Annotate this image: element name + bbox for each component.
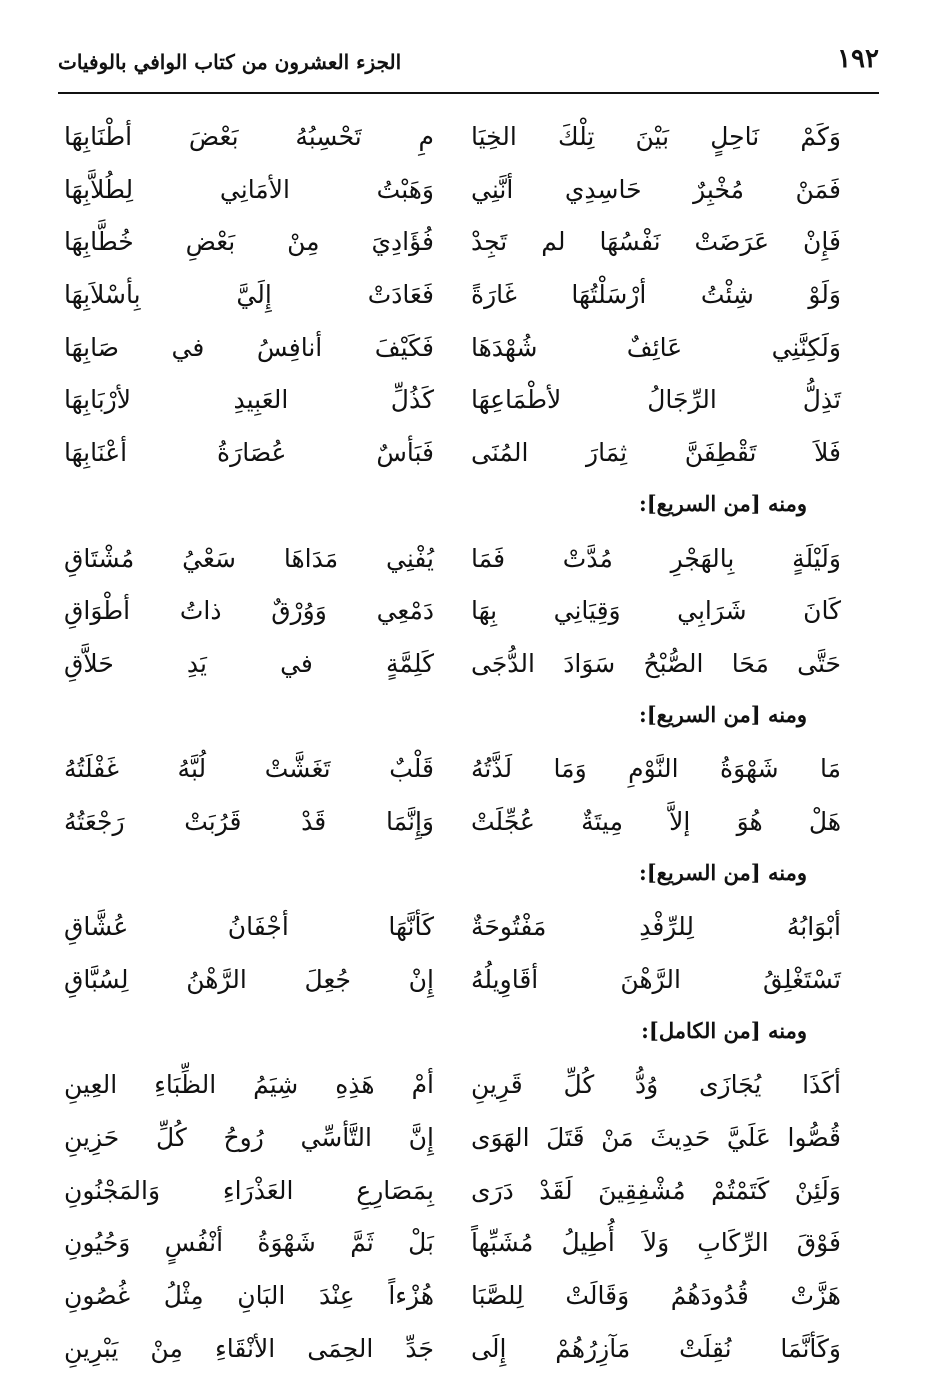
second-hemistich: بِمَصَارِعِ العَذْرَاءِ وَالمَجْنُونِ — [64, 1175, 434, 1205]
meter-heading: ومنه [من السريع]: — [638, 701, 807, 727]
second-hemistich: فَبَأسٌ عُصَارَةُ أعْنَابِهَا — [64, 438, 434, 468]
verse-line — [58, 955, 879, 1008]
second-hemistich: مِ تَحْسِبُهُ بَعْضَ أطْنَابِهَا — [64, 122, 434, 151]
second-hemistich: فَكَيْفَ أنافِسُ في صَابِهَا — [64, 332, 434, 362]
meter-heading: ومنه [من الكامل]: — [641, 1017, 807, 1043]
verse-line — [58, 323, 879, 376]
first-hemistich: فَلاَ تَقْطِفَنَّ ثِمَارَ المُنَى — [471, 438, 841, 468]
meter-heading: ومنه [من السريع]: — [638, 859, 807, 885]
verse-line — [58, 744, 879, 797]
second-hemistich: كَلِمَّةٍ في يَدِ حَلاَّقِ — [64, 648, 434, 678]
verse-line — [58, 1218, 879, 1271]
second-hemistich: وَإِنَّمَا قَدْ قَرُبَتْ رَجْعَتُهُ — [64, 806, 434, 836]
verse-line — [58, 375, 879, 428]
second-hemistich: يُفْنِي مَدَاهَا سَعْيُ مُشْتَاقِ — [64, 543, 434, 573]
first-hemistich: حَتَّى مَحَا الصُّبْحُ سَوَادَ الدُّجَى — [471, 648, 841, 678]
first-hemistich: أبْوَابُهُ لِلرِّفْدِ مَفْتُوحَةٌ — [471, 912, 841, 942]
second-hemistich: أمْ هَذِهِ شِيَمُ الظِّبَاءِ العِينِ — [64, 1070, 434, 1100]
first-hemistich: فَمَنْ مُخْبِرٌ حَاسِدِي أنَّنِي — [471, 174, 841, 204]
verse-line — [58, 639, 879, 692]
second-hemistich: وَهَبْتُ الأمَانِي لِطُلاَّبِهَا — [64, 174, 434, 204]
first-hemistich: هَلْ هُوَ إلاَّ مِيتَةٌ عُجِّلَتْ — [471, 806, 841, 836]
verse-line — [58, 1324, 879, 1377]
first-hemistich: وَلَكِنَّنِي عَائِفٌ شُهْدَهَا — [471, 332, 841, 362]
verse-line — [58, 270, 879, 323]
second-hemistich: هُزْءاً عِنْدَ البَانِ مِثْلُ غُصُونِ — [64, 1281, 434, 1311]
first-hemistich: كَانَ شَرَابِي وَقِيَانِي بِهَا — [471, 596, 841, 626]
first-hemistich: أكَذَا يُجَازَى وُدُّ كُلِّ قَرِينِ — [471, 1070, 841, 1100]
first-hemistich: وَلَئِنْ كَتَمْتُمْ مُشْفِقِينَ لَقَدْ دَرَى — [471, 1175, 841, 1205]
verse-line — [58, 902, 879, 955]
page-number: ١٩٢ — [837, 44, 879, 74]
second-hemistich: جَدِّ الحِمَى الأنْقَاءِ مِنْ يَبْرِينِ — [64, 1333, 434, 1363]
second-hemistich: كَأنَّهَا أجْفَانُ عُشَّاقِ — [64, 912, 434, 942]
verse-line — [58, 165, 879, 218]
verse-line — [58, 534, 879, 587]
verse-line — [58, 428, 879, 481]
first-hemistich: وَكَأنَّمَا نُقِلَتْ مَآزِرُهُمْ إِلَى — [471, 1333, 841, 1363]
verse-line — [58, 1060, 879, 1113]
poem-body — [58, 112, 879, 1377]
second-hemistich: بَلْ ثَمَّ شَهْوَةُ أنْفُسٍ وَحُيُونِ — [64, 1228, 434, 1258]
verse-line — [58, 1113, 879, 1166]
second-hemistich: إِنَّ التَّأسِّي رُوحُ كُلِّ حَزِينِ — [64, 1123, 434, 1153]
first-hemistich: تَسْتَغْلِقُ الرَّهْنَ أقَاوِيلُهُ — [471, 965, 841, 994]
verse-line — [58, 112, 879, 165]
first-hemistich: هَزَّتْ قُدُودَهُمُ وَقَالَتْ لِلصَّبَا — [471, 1281, 841, 1311]
second-hemistich: إِنْ جُعِلَ الرَّهْنُ لِسُبَّاقِ — [64, 965, 434, 994]
second-hemistich: فَعَادَتْ إِلَيَّ بِأسْلاَبِهَا — [64, 280, 434, 310]
verse-line — [58, 586, 879, 639]
first-hemistich: قُصُّوا عَلَيَّ حَدِيثَ مَنْ قَتَلَ الهَوَى — [471, 1123, 841, 1153]
second-hemistich: قَلْبٌ تَغَشَّتْ لُبَّهُ غَفْلَتُهُ — [64, 754, 434, 784]
page-header — [58, 34, 879, 94]
second-hemistich: فُؤَادِيَ مِنْ بَعْضِ خُطَّابِهَا — [64, 227, 434, 257]
first-hemistich: وَكَمْ نَاحِلٍ بَيْنَ تِلْكَ الخِيَا — [471, 122, 841, 151]
verse-line — [58, 1166, 879, 1219]
first-hemistich: تَذِلُّ الرِّجَالُ لأطْمَاعِهَا — [471, 385, 841, 415]
verse-line — [58, 797, 879, 850]
verse-line — [58, 217, 879, 270]
first-hemistich: مَا شَهْوَةُ النَّوْمِ وَمَا لَذَّتُهُ — [471, 754, 841, 784]
running-title: الجزء العشرون من كتاب الوافي بالوفيات — [58, 50, 402, 74]
second-hemistich: كَذُلِّ العَبِيدِ لأرْبَابِهَا — [64, 385, 434, 415]
first-hemistich: فَوْقَ الرِّكَابِ وَلاَ أُطِيلُ مُشَبِّهاً — [471, 1228, 841, 1258]
second-hemistich: دَمْعِي وَوُرْقٌ ذاتُ أطْوَاقِ — [64, 596, 434, 626]
verse-line — [58, 1271, 879, 1324]
first-hemistich: وَلَوْ شِئْتُ أرْسَلْتُهَا غَارَةً — [471, 280, 841, 310]
meter-heading: ومنه [من السريع]: — [638, 490, 807, 516]
first-hemistich: وَلَيْلَةٍ بِالهَجْرِ مُدَّتْ فَمَا — [471, 543, 841, 573]
first-hemistich: فَإِنْ عَرَضَتْ نَفْسُهَا لم تَجِدْ — [471, 227, 841, 257]
